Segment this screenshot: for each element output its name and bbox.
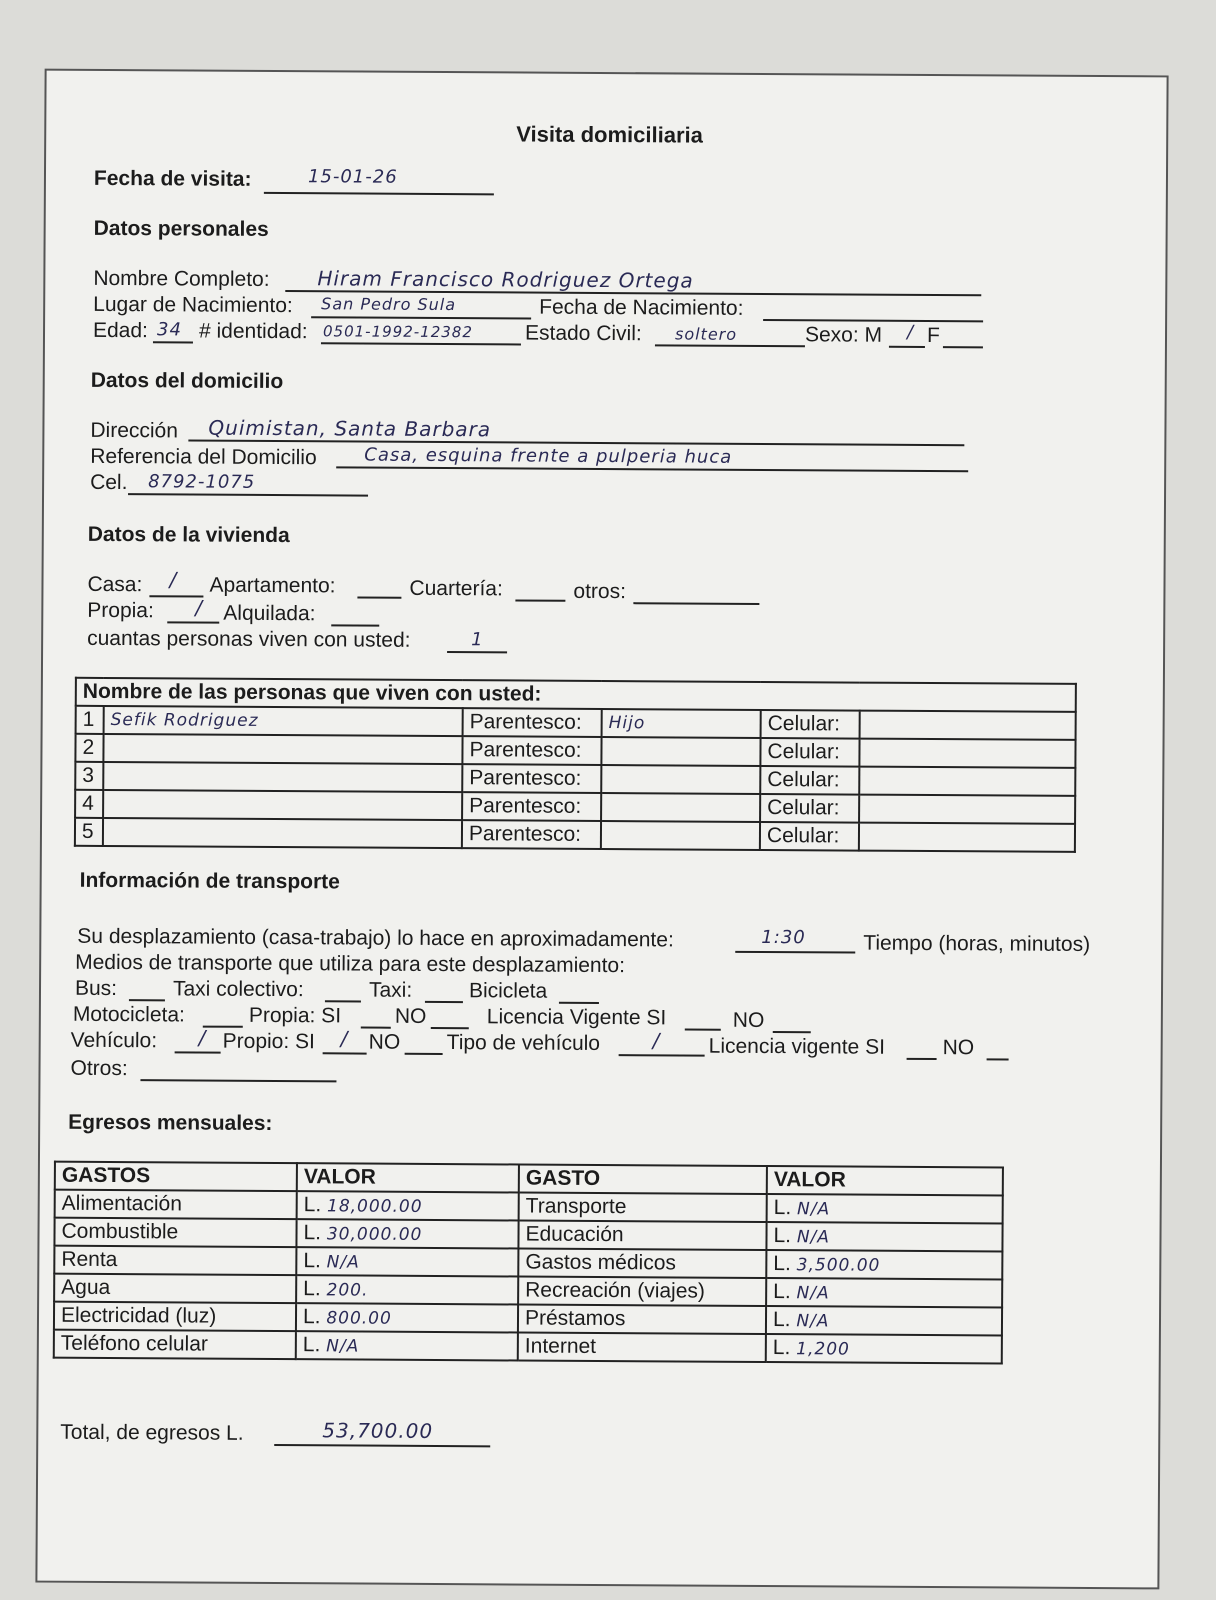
civil-line	[655, 344, 805, 347]
expense-value-cell[interactable]	[296, 1247, 518, 1276]
visit-date-value[interactable]: 15-01-26	[307, 166, 398, 188]
expense-name: Agua	[54, 1274, 296, 1303]
currency-label: L.	[773, 1196, 792, 1220]
sex-m-label: Sexo: M	[804, 323, 883, 347]
expense-name: Transporte	[519, 1192, 767, 1222]
bus-line	[129, 999, 165, 1001]
people-value[interactable]: 1	[471, 629, 484, 651]
age-value[interactable]: 34	[156, 319, 183, 341]
expense-value-cell[interactable]	[767, 1194, 1003, 1223]
parentesco-label: Parentesco:	[462, 820, 601, 849]
id-value[interactable]: 0501-1992-12382	[322, 322, 473, 342]
celular-label: Celular:	[760, 738, 859, 767]
expense-value[interactable]: 200.	[326, 1280, 369, 1301]
reference-value[interactable]: Casa, esquina frente a pulperia huca	[364, 444, 733, 468]
currency-label: L.	[303, 1249, 321, 1273]
parentesco-label: Parentesco:	[463, 708, 602, 737]
expense-value[interactable]: N/A	[796, 1283, 830, 1304]
resident-num: 4	[75, 790, 103, 818]
alquilada-line	[331, 624, 379, 626]
taxi-label: Taxi:	[368, 978, 413, 1002]
expense-value[interactable]: 1,200	[796, 1339, 850, 1360]
lic-no-line	[773, 1031, 811, 1033]
propia-line	[167, 621, 219, 623]
expense-name: Renta	[54, 1246, 296, 1275]
birthplace-line	[311, 316, 531, 319]
resident-rel[interactable]	[601, 765, 760, 794]
resident-rel[interactable]	[601, 793, 760, 822]
commute-line	[735, 951, 855, 954]
resident-num: 5	[75, 818, 103, 846]
expense-name: Gastos médicos	[518, 1248, 766, 1278]
col-valor-2: VALOR	[767, 1166, 1003, 1195]
civil-value[interactable]: soltero	[674, 324, 738, 344]
expense-value[interactable]: 30,000.00	[326, 1224, 423, 1245]
resident-cel[interactable]	[859, 823, 1075, 852]
expense-name: Recreación (viajes)	[518, 1276, 766, 1306]
birthplace-value[interactable]: San Pedro Sula	[321, 294, 457, 315]
parentesco-label: Parentesco:	[462, 764, 601, 793]
col-gastos: GASTOS	[55, 1162, 297, 1191]
tipo-mark[interactable]: /	[652, 1028, 661, 1053]
col-gasto: GASTO	[519, 1164, 767, 1194]
celular-label: Celular:	[760, 766, 859, 795]
birthdate-line	[763, 319, 983, 322]
sex-f-line	[943, 346, 983, 348]
lic-si-line	[685, 1029, 721, 1031]
address-value[interactable]: Quimistan, Santa Barbara	[208, 415, 492, 442]
transport-otros-label: Otros:	[70, 1056, 128, 1081]
tipo-label: Tipo de vehículo	[446, 1031, 601, 1055]
residents-header: Nombre de las personas que viven con usted:	[76, 678, 1076, 712]
transport-heading: Información de transporte	[79, 868, 340, 894]
page-title: Visita domiciliaria	[516, 121, 704, 148]
lic-no-label: NO	[732, 1008, 765, 1032]
id-label: # identidad:	[198, 319, 308, 344]
moto-no-label: NO	[394, 1004, 427, 1028]
expense-value-cell[interactable]	[766, 1278, 1002, 1307]
expense-value[interactable]: N/A	[796, 1311, 830, 1332]
expense-name: Combustible	[54, 1218, 296, 1247]
cel-line	[128, 493, 368, 496]
moto-line	[203, 1026, 243, 1028]
tipo-line	[619, 1054, 705, 1057]
resident-name[interactable]	[103, 818, 462, 848]
celular-label: Celular:	[760, 794, 859, 823]
expense-name: Educación	[518, 1220, 766, 1250]
veh-no-mark[interactable]: /	[340, 1026, 349, 1051]
people-line	[447, 651, 507, 653]
expense-value-cell[interactable]	[766, 1222, 1002, 1251]
resident-num: 1	[76, 706, 104, 734]
expense-value-cell[interactable]	[296, 1275, 518, 1304]
resident-name[interactable]: Sefik Rodriguez	[104, 706, 463, 736]
expense-row	[54, 1330, 1002, 1364]
lic2-no-line	[987, 1058, 1009, 1060]
expense-value[interactable]: N/A	[796, 1227, 831, 1248]
veh-mark[interactable]: /	[198, 1025, 207, 1050]
form-sheet	[35, 69, 1168, 1590]
commute-unit: Tiempo (horas, minutos)	[863, 931, 1091, 956]
cuarteria-label: Cuartería:	[409, 576, 503, 601]
address-label: Dirección	[90, 418, 179, 443]
resident-name[interactable]	[103, 790, 462, 820]
resident-name[interactable]	[103, 734, 462, 764]
propia-mark[interactable]: /	[195, 595, 204, 620]
cuarteria-line	[515, 599, 565, 601]
birthdate-label: Fecha de Nacimiento:	[539, 295, 744, 320]
moto-no-line	[431, 1027, 469, 1029]
expense-value-cell[interactable]	[766, 1334, 1002, 1363]
visit-date-label: Fecha de visita:	[93, 166, 252, 191]
expense-value-cell[interactable]	[297, 1191, 519, 1220]
currency-label: L.	[302, 1333, 321, 1357]
cel-value[interactable]: 8792-1075	[148, 471, 256, 493]
civil-label: Estado Civil:	[524, 321, 642, 346]
moto-propia-label: Propia: SI	[248, 1003, 342, 1028]
currency-label: L.	[303, 1221, 322, 1245]
lic-label: Licencia Vigente SI	[486, 1005, 667, 1030]
apto-line	[357, 597, 401, 599]
expense-value-cell[interactable]	[296, 1303, 518, 1332]
expenses-heading: Egresos mensuales:	[68, 1110, 273, 1135]
veh-propio-label: Propio: SI	[222, 1029, 315, 1054]
expense-value-cell[interactable]	[766, 1306, 1002, 1335]
expense-value[interactable]: 18,000.00	[326, 1196, 423, 1217]
age-label: Edad:	[92, 318, 148, 343]
taxi-line	[425, 1001, 463, 1003]
reference-label: Referencia del Domicilio	[90, 444, 317, 470]
veh-no-label: NO	[368, 1030, 401, 1054]
sex-m-mark[interactable]: /	[906, 321, 915, 343]
people-label: cuantas personas viven con usted:	[87, 626, 411, 652]
parentesco-label: Parentesco:	[462, 792, 601, 821]
casa-label: Casa:	[87, 572, 143, 597]
resident-cel[interactable]	[859, 767, 1075, 796]
total-line	[274, 1444, 490, 1447]
otros-label: otros:	[573, 579, 627, 604]
currency-label: L.	[303, 1277, 321, 1301]
veh-line	[175, 1051, 221, 1053]
expense-value[interactable]: 3,500.00	[796, 1255, 881, 1276]
home-heading: Datos del domicilio	[90, 368, 284, 394]
residents-table	[74, 677, 1077, 853]
resident-rel[interactable]: Hijo	[602, 709, 761, 738]
expense-name: Electricidad (luz)	[54, 1302, 296, 1331]
transport-otros-line	[140, 1079, 336, 1082]
name-value[interactable]: Hiram Francisco Rodriguez Ortega	[317, 266, 694, 293]
currency-label: L.	[773, 1252, 791, 1276]
expense-value[interactable]: N/A	[326, 1336, 360, 1357]
resident-num: 2	[75, 734, 103, 762]
commute-value[interactable]: 1:30	[761, 926, 806, 949]
expense-value[interactable]: 800.00	[326, 1308, 392, 1329]
birthplace-label: Lugar de Nacimiento:	[93, 292, 293, 318]
lic2-no-label: NO	[942, 1036, 975, 1060]
resident-name[interactable]	[103, 762, 462, 792]
currency-label: L.	[773, 1280, 791, 1304]
apto-label: Apartamento:	[209, 573, 336, 598]
expense-value[interactable]: N/A	[326, 1252, 360, 1273]
resident-rel[interactable]	[601, 821, 760, 850]
currency-label: L.	[303, 1193, 322, 1217]
personal-heading: Datos personales	[93, 216, 269, 241]
age-line	[153, 341, 193, 343]
expense-name: Alimentación	[55, 1190, 297, 1219]
resident-cel[interactable]	[859, 739, 1075, 768]
expense-name: Préstamos	[518, 1304, 766, 1334]
resident-row	[75, 818, 1075, 852]
expenses-table	[53, 1161, 1004, 1365]
housing-heading: Datos de la vivienda	[87, 522, 290, 548]
taxi-col-line	[325, 1000, 361, 1002]
cel-label: Cel.	[90, 470, 128, 495]
parentesco-label: Parentesco:	[462, 736, 601, 765]
resident-num: 3	[75, 762, 103, 790]
lic2-si-line	[907, 1058, 937, 1060]
bus-label: Bus:	[74, 976, 118, 1001]
resident-cel[interactable]	[860, 711, 1076, 740]
total-label: Total, de egresos L.	[60, 1420, 244, 1445]
currency-label: L.	[772, 1308, 791, 1332]
celular-label: Celular:	[760, 822, 859, 851]
otros-line	[633, 602, 759, 605]
expense-value-cell[interactable]	[296, 1219, 518, 1248]
sex-f-label: F	[926, 323, 940, 348]
bici-line	[559, 1002, 599, 1004]
alquilada-label: Alquilada:	[223, 601, 316, 626]
currency-label: L.	[773, 1224, 792, 1248]
taxi-col-label: Taxi colectivo:	[172, 977, 304, 1002]
expense-value-cell[interactable]	[766, 1250, 1002, 1279]
veh-label: Vehículo:	[70, 1028, 158, 1053]
expense-name: Internet	[518, 1332, 766, 1362]
resident-rel[interactable]	[601, 737, 760, 766]
veh-no-line	[405, 1053, 443, 1055]
expense-value-cell[interactable]	[296, 1331, 518, 1360]
expense-name: Teléfono celular	[54, 1330, 296, 1359]
casa-mark[interactable]: /	[169, 567, 178, 592]
moto-si-line	[361, 1027, 391, 1029]
means-label: Medios de transporte que utiliza para este desplazamiento:	[75, 950, 626, 978]
col-valor: VALOR	[297, 1163, 519, 1192]
commute-label: Su desplazamiento (casa-trabajo) lo hace en aproximadamente:	[77, 924, 674, 952]
id-line	[321, 342, 521, 345]
currency-label: L.	[772, 1336, 791, 1360]
bici-label: Bicicleta	[468, 979, 548, 1003]
propia-label: Propia:	[87, 598, 154, 623]
name-label: Nombre Completo:	[93, 266, 270, 291]
expense-value[interactable]: N/A	[796, 1199, 831, 1220]
total-value[interactable]: 53,700.00	[322, 1418, 434, 1443]
visit-date-line	[264, 192, 494, 195]
sex-m-line	[889, 346, 925, 348]
resident-cel[interactable]	[859, 795, 1075, 824]
currency-label: L.	[302, 1305, 321, 1329]
moto-label: Motocicleta:	[72, 1002, 185, 1027]
veh-si-line	[323, 1052, 367, 1054]
lic2-label: Licencia vigente SI	[708, 1034, 886, 1059]
celular-label: Celular:	[761, 710, 860, 739]
